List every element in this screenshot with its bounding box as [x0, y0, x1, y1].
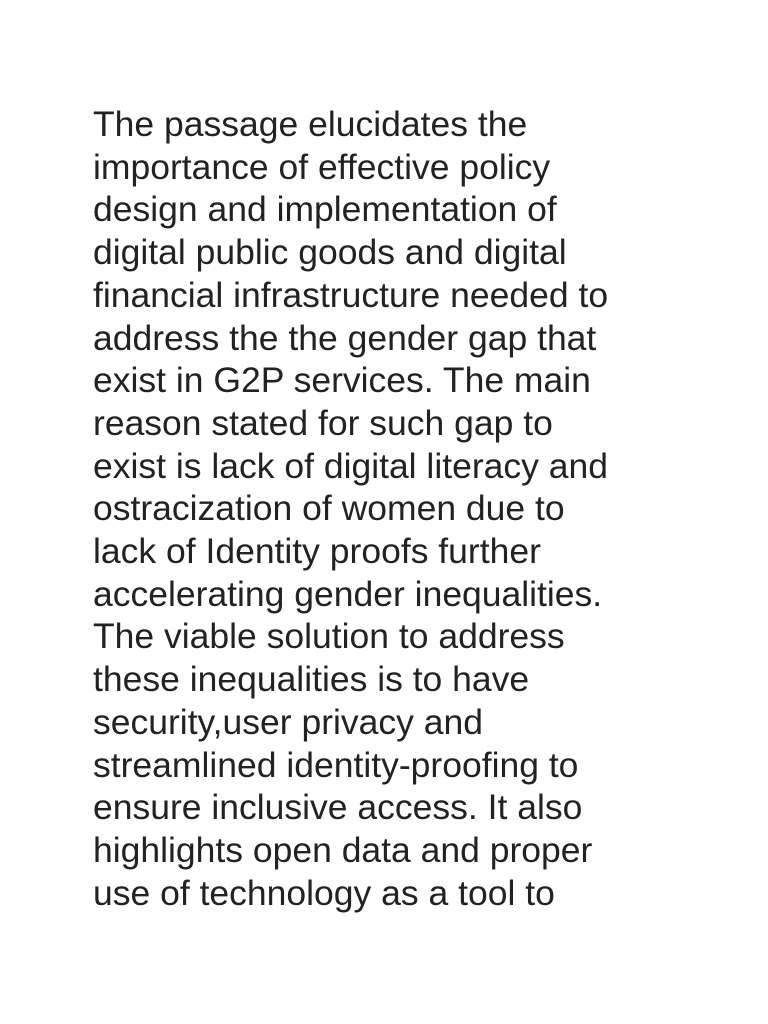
paragraph: The passage elucidates the importance of effective policy design and implementation of digital public goods and digital financial infrastructure needed to address the the gender gap that exist in G2P services. The main reason stated for such gap to exist is lack of digital literacy and ostracization of women due to lack of Identity proofs further accelerating gender inequalities. The viable solution to address these inequalities is to have security,user privacy and streamlined identity-proofing to ensure inclusive access. It also highlights open data and proper use of technology as a tool to: [93, 104, 609, 913]
